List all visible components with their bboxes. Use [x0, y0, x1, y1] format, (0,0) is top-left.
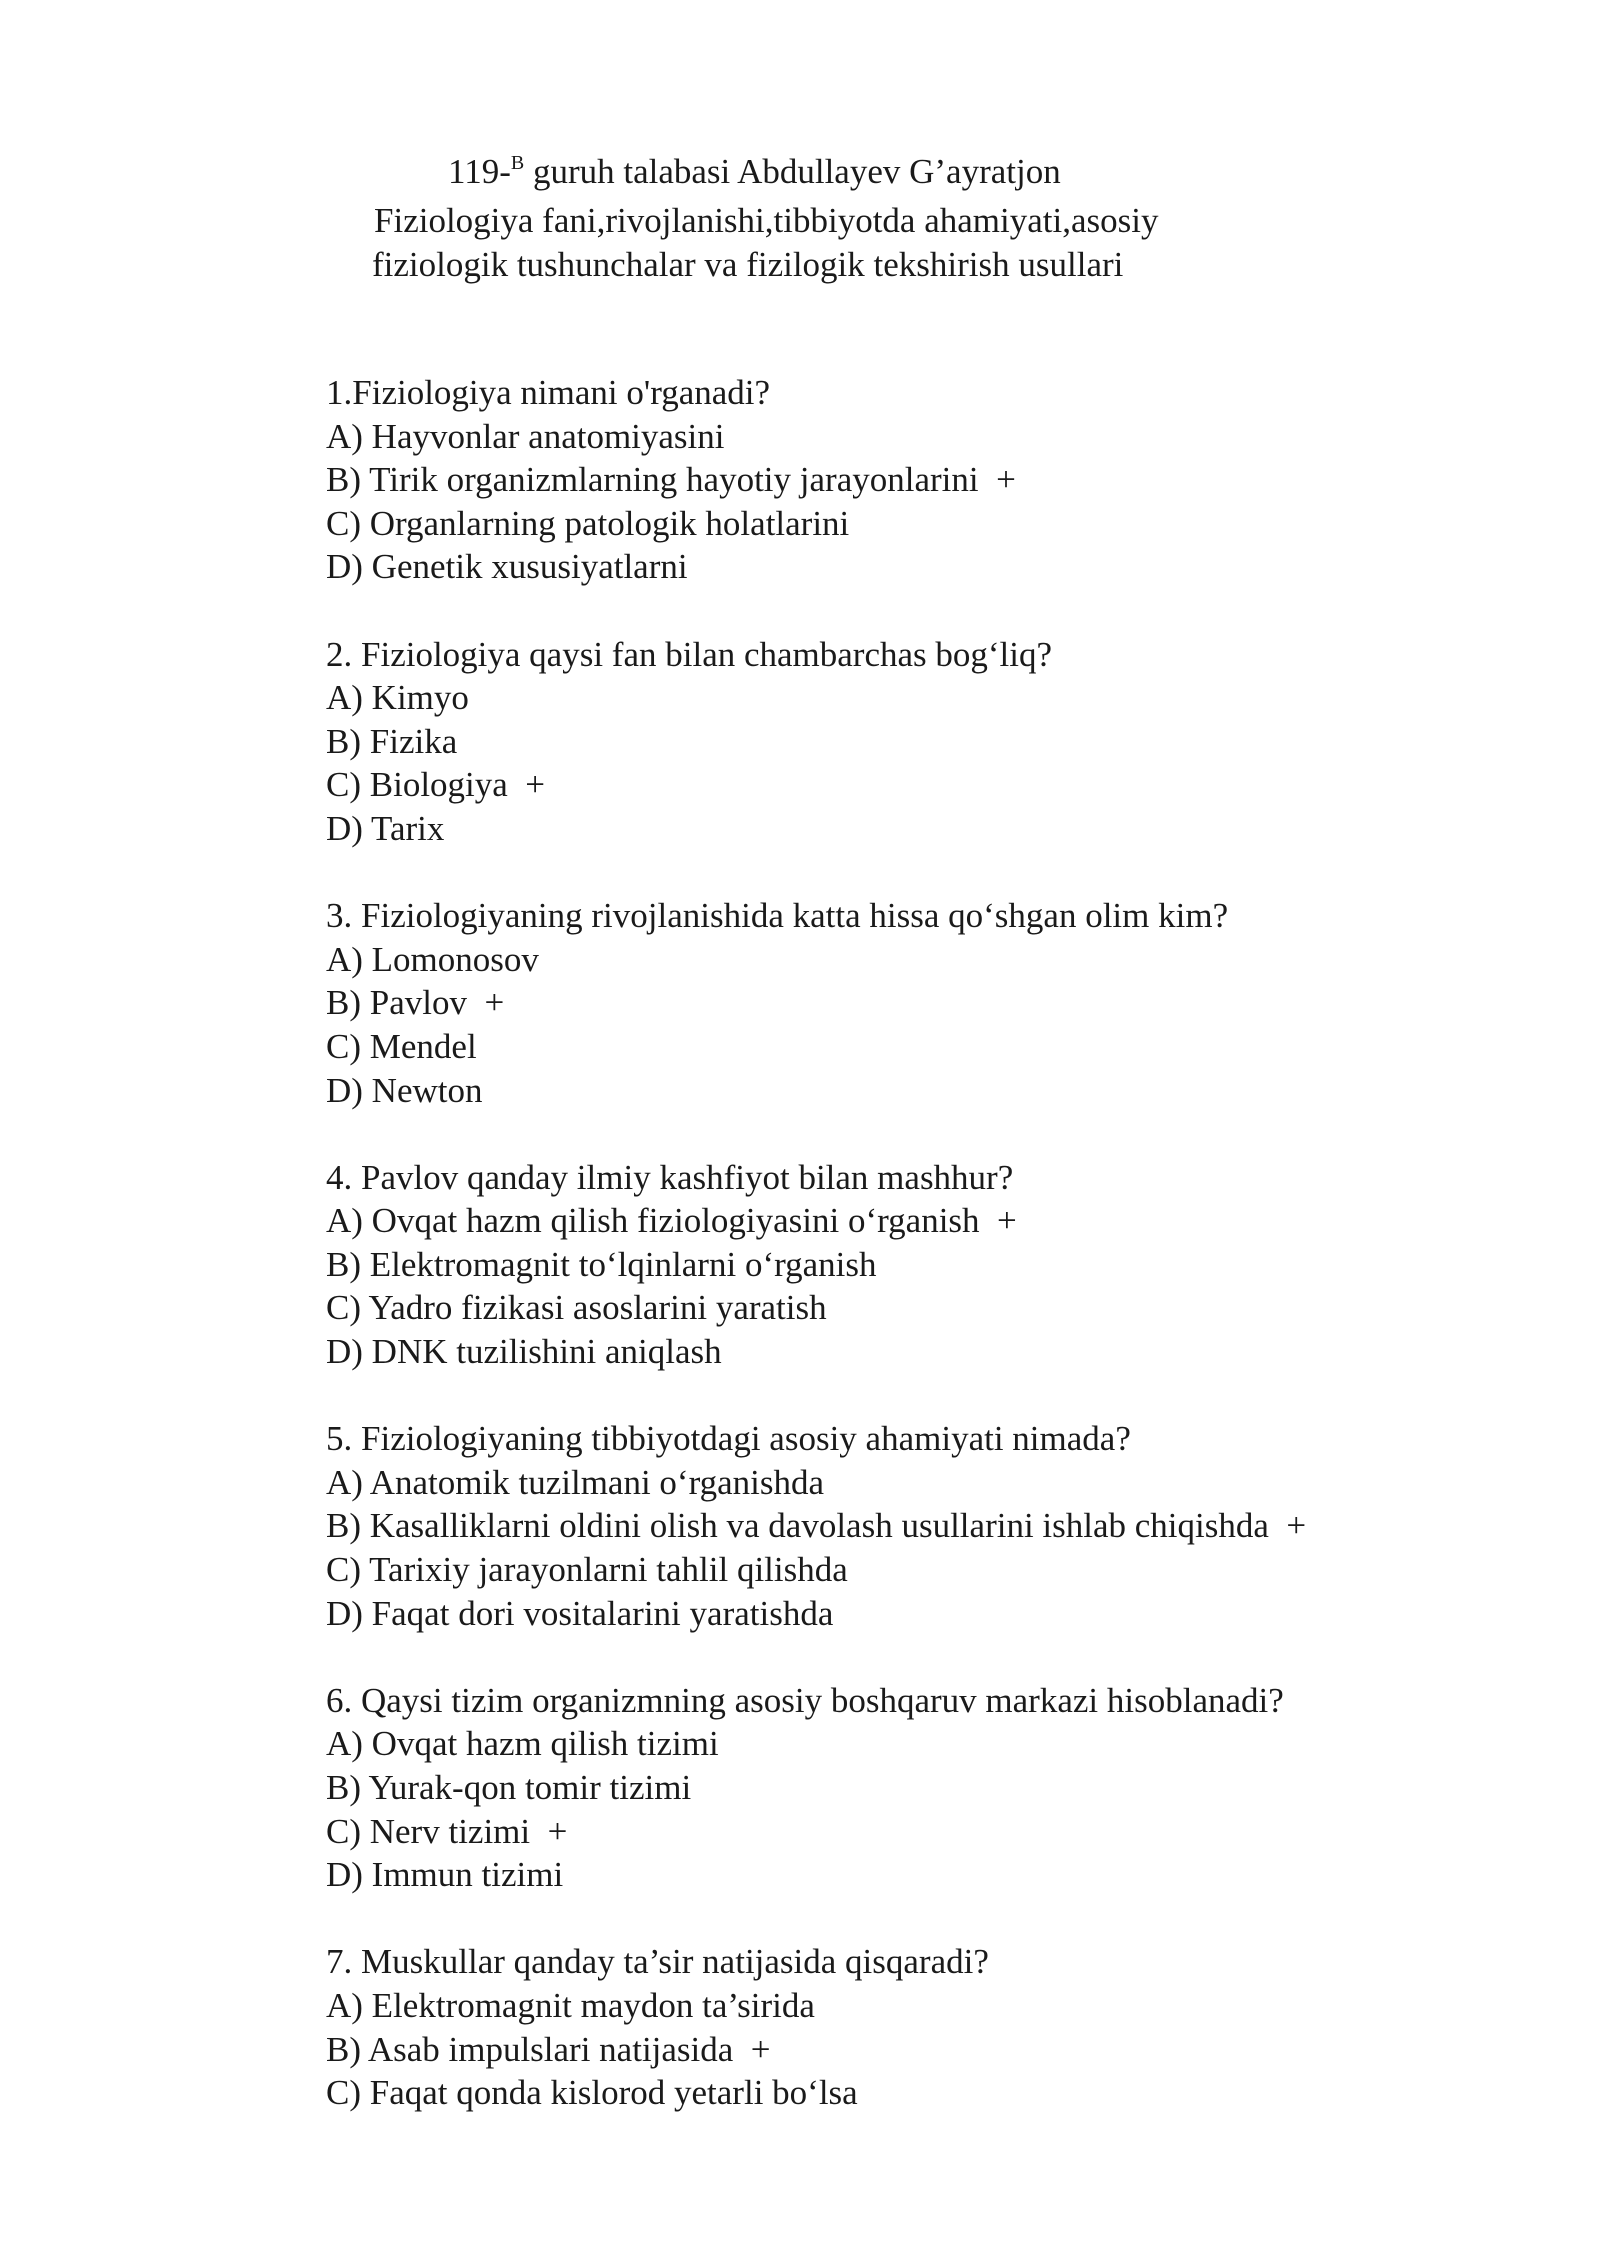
answer-option: B) Fizika: [326, 721, 458, 761]
answer-option: C) Yadro fizikasi asoslarini yaratish: [326, 1288, 827, 1328]
question-1: [326, 371, 1526, 589]
question-7: [326, 1940, 1526, 2114]
answer-option: D) Faqat dori vositalarini yaratishda: [326, 1593, 834, 1633]
group-number: 119-: [448, 152, 511, 191]
answer-option: B) Yurak-qon tomir tizimi: [326, 1768, 692, 1807]
question-3: [326, 894, 1526, 1112]
answer-option: B) Elektromagnit to‘lqinlarni o‘rganish: [326, 1244, 877, 1284]
answer-option: D) DNK tuzilishini aniqlash: [326, 1332, 722, 1372]
answer-option: C) Biologiya +: [326, 765, 546, 805]
answer-option: C) Tarixiy jarayonlarni tahlil qilishda: [326, 1550, 848, 1590]
answer-option: B) Pavlov +: [326, 983, 505, 1023]
answer-option: C) Mendel: [326, 1026, 477, 1066]
answer-option: C) Faqat qonda kislorod yetarli bo‘lsa: [326, 2073, 858, 2113]
question-text: 5. Fiziologiyaning tibbiyotdagi asosiy ahamiyati nimada?: [326, 1419, 1131, 1459]
question-text: 3. Fiziologiyaning rivojlanishida katta hissa qo‘shgan olim kim?: [326, 896, 1229, 936]
answer-option: C) Organlarning patologik holatlarini: [326, 503, 850, 543]
question-text: 7. Muskullar qanday ta’sir natijasida qisqaradi?: [326, 1942, 989, 1982]
question-text: 6. Qaysi tizim organizmning asosiy boshqaruv markazi hisoblanadi?: [326, 1680, 1284, 1720]
answer-option: A) Hayvonlar anatomiyasini: [326, 416, 725, 456]
document-title-line-1: Fiziologiya fani,rivojlanishi,tibbiyotda ahamiyati,asosiy: [374, 201, 1159, 240]
document-title-line-2: fiziologik tushunchalar va fizilogik tekshirish usullari: [372, 245, 1124, 284]
answer-option: A) Anatomik tuzilmani o‘rganishda: [326, 1462, 825, 1502]
answer-option: A) Ovqat hazm qilish tizimi: [326, 1724, 719, 1764]
answer-option: B) Tirik organizmlarning hayotiy jarayonlarini +: [326, 460, 1016, 500]
question-text: 1.Fiziologiya nimani o'rganadi?: [326, 373, 771, 412]
answer-option: A) Kimyo: [326, 678, 469, 718]
student-name: guruh talabasi Abdullayev G’ayratjon: [524, 152, 1061, 191]
answer-option: C) Nerv tizimi +: [326, 1811, 568, 1851]
question-list: [326, 371, 1526, 2158]
answer-option: D) Tarix: [326, 808, 445, 848]
question-text: 2. Fiziologiya qaysi fan bilan chambarchas bog‘liq?: [326, 634, 1053, 674]
answer-option: A) Ovqat hazm qilish fiziologiyasini o‘rganish +: [326, 1201, 1017, 1241]
question-6: [326, 1679, 1526, 1897]
answer-option: B) Kasalliklarni oldini olish va davolash usullarini ishlab chiqishda +: [326, 1506, 1307, 1546]
document-header: [0, 150, 1600, 287]
answer-option: D) Immun tizimi: [326, 1855, 564, 1895]
answer-option: D) Genetik xususiyatlarni: [326, 547, 688, 587]
question-4: [326, 1156, 1526, 1374]
question-5: [326, 1417, 1526, 1635]
question-2: [326, 633, 1526, 851]
student-line: [0, 150, 1600, 199]
answer-option: A) Lomonosov: [326, 939, 539, 979]
answer-option: D) Newton: [326, 1070, 483, 1110]
group-letter: B: [510, 152, 525, 174]
question-text: 4. Pavlov qanday ilmiy kashfiyot bilan mashhur?: [326, 1157, 1014, 1197]
answer-option: B) Asab impulslari natijasida +: [326, 2029, 771, 2069]
answer-option: A) Elektromagnit maydon ta’sirida: [326, 1985, 815, 2025]
